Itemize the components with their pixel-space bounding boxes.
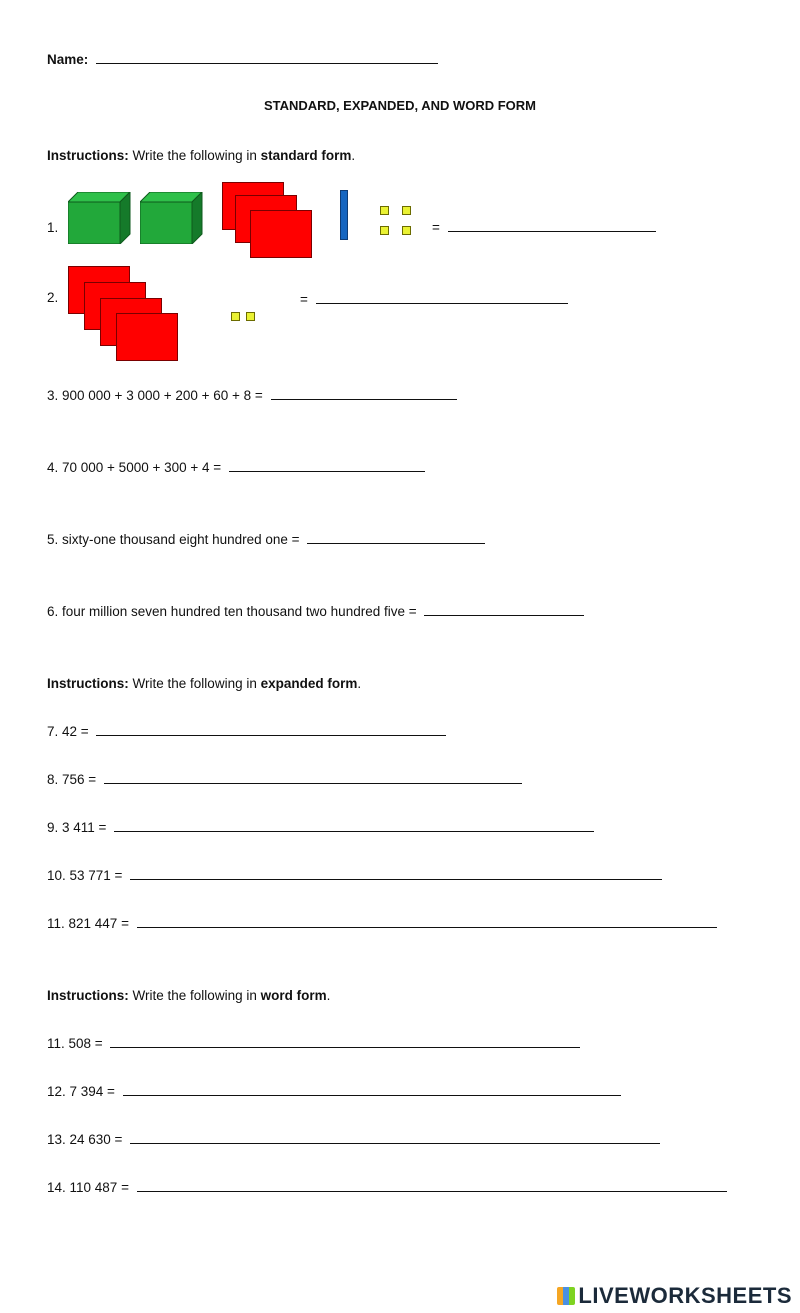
question-11-text: 11. 821 447 = [47,916,129,931]
question-5 [47,532,485,547]
question-12 [47,1084,621,1099]
answer-line-4[interactable] [229,471,425,472]
equals-sign: = [300,292,308,307]
form-name: expanded form [260,676,358,691]
question-3-text: 3. 900 000 + 3 000 + 200 + 60 + 8 = [47,388,263,403]
question-9-text: 9. 3 411 = [47,820,107,835]
ten-rod [340,190,348,240]
question-6 [47,604,584,619]
instructions-label: Instructions: [47,988,129,1003]
instructions-label: Instructions: [47,148,129,163]
form-name: word form [260,988,327,1003]
hundred-flat-4 [116,313,178,361]
question-11-text: 11. 508 = [47,1036,103,1051]
period: . [357,676,362,691]
question-13-text: 13. 24 630 = [47,1132,123,1147]
instructions-text: Write the following in [132,148,257,163]
unit-cube [231,312,240,321]
question-4-text: 4. 70 000 + 5000 + 300 + 4 = [47,460,222,475]
instructions-text: Write the following in [132,988,257,1003]
instructions-expanded [47,676,361,691]
hundred-flat-3 [250,210,312,258]
logo-text: LIVEWORKSHEETS [578,1283,792,1308]
question-14 [47,1180,727,1195]
question-3 [47,388,457,403]
question-8 [47,772,522,787]
question-4 [47,460,425,475]
answer-line-8[interactable] [104,783,522,784]
answer-line-3[interactable] [271,399,457,400]
period: . [351,148,356,163]
question-10-text: 10. 53 771 = [47,868,123,883]
thousand-cube-2 [140,192,204,244]
instructions-word [47,988,330,1003]
unit-cube [246,312,255,321]
answer-line-12[interactable] [123,1095,621,1096]
unit-cube [402,206,411,215]
liveworksheets-logo [557,1283,792,1309]
answer-line-5[interactable] [307,543,485,544]
thousand-cube-1 [68,192,132,244]
form-name: standard form [260,148,352,163]
name-label: Name: [47,52,89,67]
question-13 [47,1132,660,1147]
answer-line-9[interactable] [114,831,594,832]
answer-line-11[interactable] [137,927,717,928]
question-2-number: 2. [47,290,59,305]
instructions-label: Instructions: [47,676,129,691]
question-9 [47,820,594,835]
instructions-standard [47,148,355,163]
unit-cube [402,226,411,235]
answer-line-2[interactable] [316,303,568,304]
question-6-text: 6. four million seven hundred ten thousand two hundred five = [47,604,417,619]
question-2-answer [300,292,568,307]
unit-cube [380,226,389,235]
question-11-expanded [47,916,717,931]
answer-line-10[interactable] [130,879,662,880]
answer-line-13[interactable] [130,1143,660,1144]
question-5-text: 5. sixty-one thousand eight hundred one = [47,532,300,547]
answer-line-11-word[interactable] [110,1047,580,1048]
question-12-text: 12. 7 394 = [47,1084,115,1099]
answer-line-1[interactable] [448,231,656,232]
answer-line-6[interactable] [424,615,584,616]
answer-line-7[interactable] [96,735,446,736]
question-8-text: 8. 756 = [47,772,97,787]
question-10 [47,868,662,883]
answer-line-14[interactable] [137,1191,727,1192]
equals-sign: = [432,220,440,235]
question-7-text: 7. 42 = [47,724,89,739]
instructions-text: Write the following in [132,676,257,691]
liveworksheets-logo-icon [557,1287,575,1305]
page-title: STANDARD, EXPANDED, AND WORD FORM [263,98,537,113]
unit-cube [380,206,389,215]
question-1-answer [432,220,656,235]
name-answer-line[interactable] [96,63,438,64]
name-row [47,52,438,67]
question-1-number: 1. [47,220,59,235]
period: . [326,988,331,1003]
question-7 [47,724,446,739]
question-11-word [47,1036,580,1051]
question-14-text: 14. 110 487 = [47,1180,129,1195]
